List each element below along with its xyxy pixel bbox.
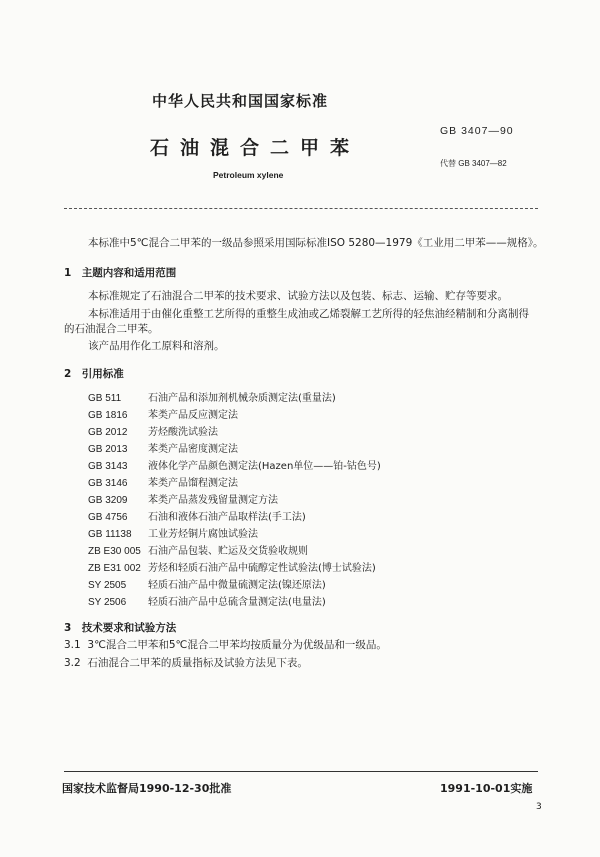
- reference-title: 工业芳烃铜片腐蚀试验法: [148, 529, 258, 540]
- reference-title: 液体化学产品颜色测定法(Hazen单位——铂-钴色号): [148, 461, 381, 472]
- reference-title: 苯类产品反应测定法: [148, 410, 238, 421]
- reference-title: 芳烃酸洗试验法: [148, 427, 218, 438]
- reference-code: GB 2013: [88, 444, 128, 455]
- section-3-item-2: [64, 656, 308, 670]
- reference-item: [88, 491, 278, 506]
- item-number: 3.1: [64, 639, 81, 651]
- reference-item: [88, 576, 326, 591]
- reference-item: [88, 474, 238, 489]
- reference-code: GB 3146: [88, 478, 128, 489]
- document-country-header: 中华人民共和国国家标准: [152, 92, 329, 110]
- section-3-heading: 3 技术要求和试验方法: [64, 622, 177, 634]
- item-number: 3.2: [64, 657, 81, 669]
- reference-title: 轻质石油产品中总硫含量测定法(电量法): [148, 597, 326, 608]
- replaces-standard: 代替 GB 3407—82: [440, 159, 507, 168]
- reference-item: [88, 542, 308, 557]
- item-text: 3℃混合二甲苯和5℃混合二甲苯均按质量分为优级品和一级品。: [87, 639, 387, 651]
- reference-item: [88, 457, 381, 472]
- section-1-paragraph-2-line-2: 的石油混合二甲苯。: [64, 323, 159, 335]
- reference-title: 苯类产品蒸发残留量测定方法: [148, 495, 278, 506]
- document-english-title: Petroleum xylene: [213, 170, 284, 180]
- reference-title: 苯类产品馏程测定法: [148, 478, 238, 489]
- section-1-heading: 1 主题内容和适用范围: [64, 267, 177, 279]
- reference-title: 苯类产品密度测定法: [148, 444, 238, 455]
- reference-item: [88, 440, 238, 455]
- reference-item: [88, 406, 238, 421]
- reference-item: [88, 423, 218, 438]
- intro-paragraph: 本标准中5℃混合二甲苯的一级品参照采用国际标准ISO 5280—1979《工业用二甲苯——规格》。: [88, 237, 544, 249]
- reference-code: ZB E30 005: [88, 546, 141, 557]
- section-1-paragraph-2-line-1: 本标准适用于由催化重整工艺所得的重整生成油或乙烯裂解工艺所得的轻焦油经精制和分离制得: [88, 308, 529, 320]
- header-divider: [64, 208, 538, 209]
- document-title: 石油混合二甲苯: [150, 137, 361, 159]
- reference-title: 芳烃和轻质石油产品中硫醇定性试验法(博士试验法): [148, 563, 376, 574]
- reference-code: GB 2012: [88, 427, 128, 438]
- reference-title: 石油和液体石油产品取样法(手工法): [148, 512, 306, 523]
- reference-code: GB 11138: [88, 529, 132, 540]
- section-1-paragraph-1: 本标准规定了石油混合二甲苯的技术要求、试验方法以及包装、标志、运输、贮存等要求。: [88, 290, 508, 302]
- standard-code: GB 3407—90: [440, 125, 514, 137]
- footer-divider: [64, 771, 538, 772]
- reference-item: [88, 525, 258, 540]
- page-number: 3: [536, 802, 542, 812]
- reference-item: [88, 508, 306, 523]
- reference-code: GB 3209: [88, 495, 128, 506]
- reference-item: [88, 559, 376, 574]
- reference-title: 石油产品和添加剂机械杂质测定法(重量法): [148, 393, 336, 404]
- effective-date: 1991-10-01实施: [440, 782, 533, 795]
- section-3-item-1: [64, 638, 387, 652]
- reference-code: GB 1816: [88, 410, 128, 421]
- section-1-paragraph-3: 该产品用作化工原料和溶剂。: [88, 340, 225, 352]
- reference-code: GB 4756: [88, 512, 128, 523]
- item-text: 石油混合二甲苯的质量指标及试验方法见下表。: [87, 657, 308, 669]
- reference-code: SY 2505: [88, 580, 127, 591]
- reference-title: 石油产品包装、贮运及交货验收规则: [148, 546, 308, 557]
- section-2-heading: 2 引用标准: [64, 368, 124, 380]
- approval-line: 国家技术监督局1990-12-30批准: [62, 782, 232, 795]
- reference-item: [88, 389, 336, 404]
- reference-code: GB 511: [88, 393, 122, 404]
- reference-code: ZB E31 002: [88, 563, 141, 574]
- reference-code: GB 3143: [88, 461, 128, 472]
- reference-code: SY 2506: [88, 597, 127, 608]
- reference-title: 轻质石油产品中微量硫测定法(镍还原法): [148, 580, 326, 591]
- reference-item: [88, 593, 326, 608]
